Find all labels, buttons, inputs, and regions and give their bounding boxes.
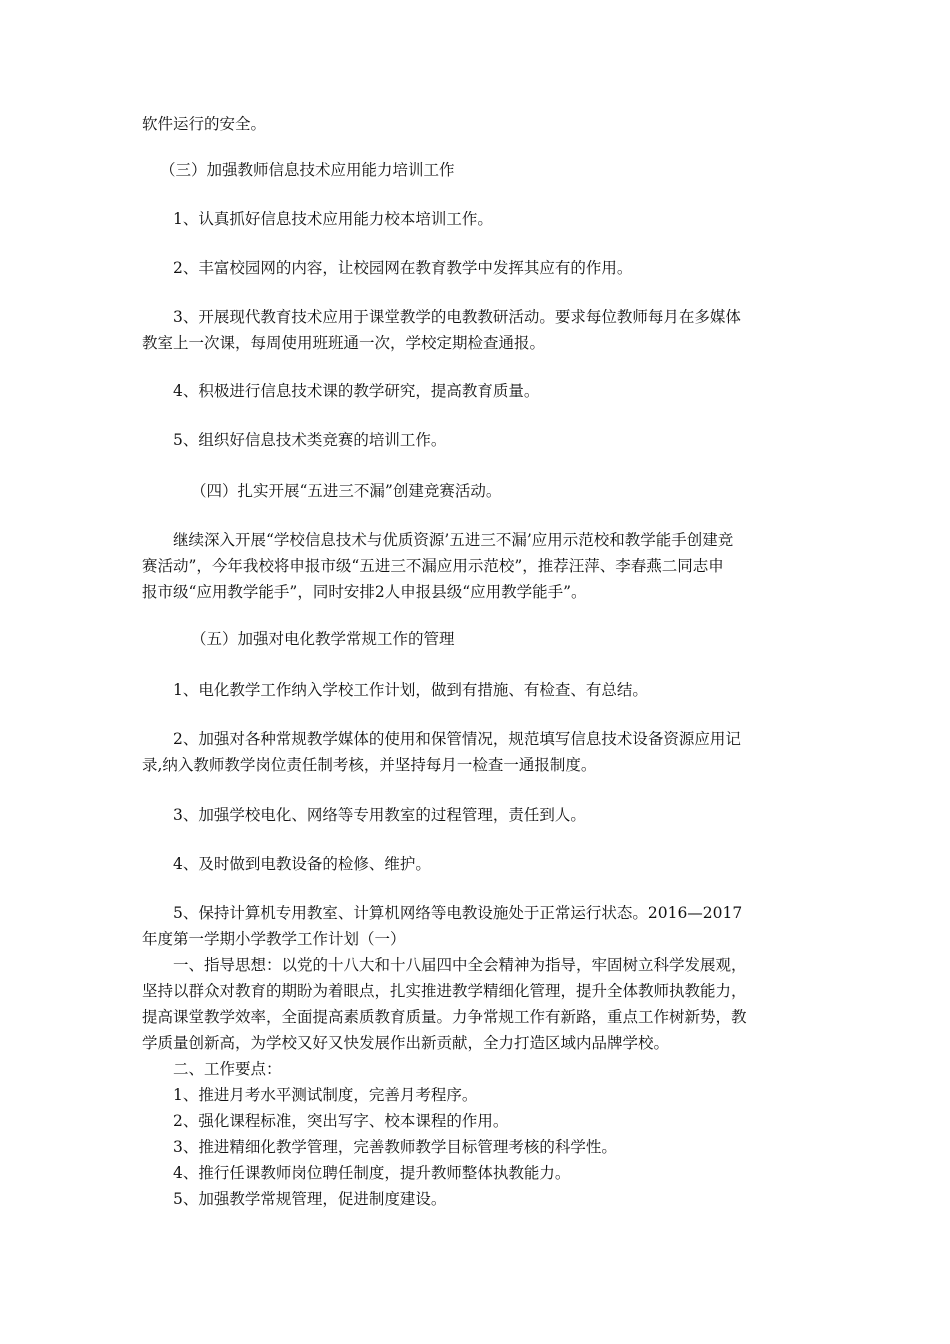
section-heading-5 xyxy=(142,626,810,652)
text-line: 5、加强教学常规管理，促进制度建设。 xyxy=(173,1190,447,1208)
paragraph-software-safety xyxy=(142,111,810,137)
text-line: 1、认真抓好信息技术应用能力校本培训工作。 xyxy=(173,210,493,228)
text-line: 教室上一次课，每周使用班班通一次，学校定期检查通报。 xyxy=(142,334,546,352)
plan-title: 年度第一学期小学教学工作计划（一） xyxy=(142,930,406,948)
text-line: 学质量创新高，为学校又好又快发展作出新贡献，全力打造区域内品牌学校。 xyxy=(142,1034,670,1052)
list-item-3-4 xyxy=(142,378,810,404)
list-item-5-2 xyxy=(142,726,810,778)
text-line: 2、丰富校园网的内容，让校园网在教育教学中发挥其应有的作用。 xyxy=(173,259,633,277)
text-line: 4、推行任课教师岗位聘任制度，提升教师整体执教能力。 xyxy=(173,1164,571,1182)
text-line: 5、组织好信息技术类竞赛的培训工作。 xyxy=(173,431,447,449)
text-line: 二、工作要点： xyxy=(173,1060,282,1078)
text-line: （四）扎实开展“五进三不漏”创建竞赛活动。 xyxy=(191,482,502,500)
text-line: 5、保持计算机专用教室、计算机网络等电教设施处于正常运行状态。2016—2017 xyxy=(173,904,743,922)
text-line: 赛活动”，今年我校将申报市级“五进三不漏应用示范校”，推荐汪萍、李春燕二同志申 xyxy=(142,557,724,575)
list-item-3-5 xyxy=(142,427,810,453)
text-line: 1、电化教学工作纳入学校工作计划，做到有措施、有检查、有总结。 xyxy=(173,681,648,699)
text-line: 2、强化课程标准，突出写字、校本课程的作用。 xyxy=(173,1112,509,1130)
list-item-5-4 xyxy=(142,851,810,877)
list-item-5-1 xyxy=(142,677,810,703)
text-line: 4、积极进行信息技术课的教学研究，提高教育质量。 xyxy=(173,382,540,400)
text-line: 坚持以群众对教育的期盼为着眼点，扎实推进教学精细化管理，提升全体教师执教能力， xyxy=(142,982,747,1000)
paragraph-five-in-three-no-leak xyxy=(142,527,810,605)
text-line: 3、开展现代教育技术应用于课堂教学的电教教研活动。要求每位教师每月在多媒体 xyxy=(173,308,741,326)
section-heading-3 xyxy=(142,157,810,183)
section-heading-4 xyxy=(142,478,810,504)
paragraph-work-plan xyxy=(142,900,810,1212)
list-item-5-3 xyxy=(142,802,810,828)
text-line: 提高课堂教学效率，全面提高素质教育质量。力争常规工作有新路，重点工作树新势，教 xyxy=(142,1008,747,1026)
text-line: （三）加强教师信息技术应用能力培训工作 xyxy=(160,161,455,179)
text-line: 一、指导思想：以党的十八大和十八届四中全会精神为指导，牢固树立科学发展观， xyxy=(173,956,747,974)
text-line: 2、加强对各种常规教学媒体的使用和保管情况，规范填写信息技术设备资源应用记 xyxy=(173,730,741,748)
text-line: 3、推进精细化教学管理，完善教师教学目标管理考核的科学性。 xyxy=(173,1138,617,1156)
text-line: 继续深入开展“学校信息技术与优质资源’五进三不漏’应用示范校和教学能手创建竞 xyxy=(173,531,734,549)
text-line: 1、推进月考水平测试制度，完善月考程序。 xyxy=(173,1086,478,1104)
text-line: （五）加强对电化教学常规工作的管理 xyxy=(191,630,455,648)
text-line: 3、加强学校电化、网络等专用教室的过程管理，责任到人。 xyxy=(173,806,586,824)
list-item-3-1 xyxy=(142,206,810,232)
text-line: 软件运行的安全。 xyxy=(142,115,267,133)
list-item-3-2 xyxy=(142,255,810,281)
text-line: 4、及时做到电教设备的检修、维护。 xyxy=(173,855,431,873)
text-line: 录,纳入教师教学岗位责任制考核，并坚持每月一检查一通报制度。 xyxy=(142,756,597,774)
list-item-3-3 xyxy=(142,304,810,356)
text-line: 报市级“应用教学能手”，同时安排2人申报县级“应用教学能手”。 xyxy=(142,583,587,601)
